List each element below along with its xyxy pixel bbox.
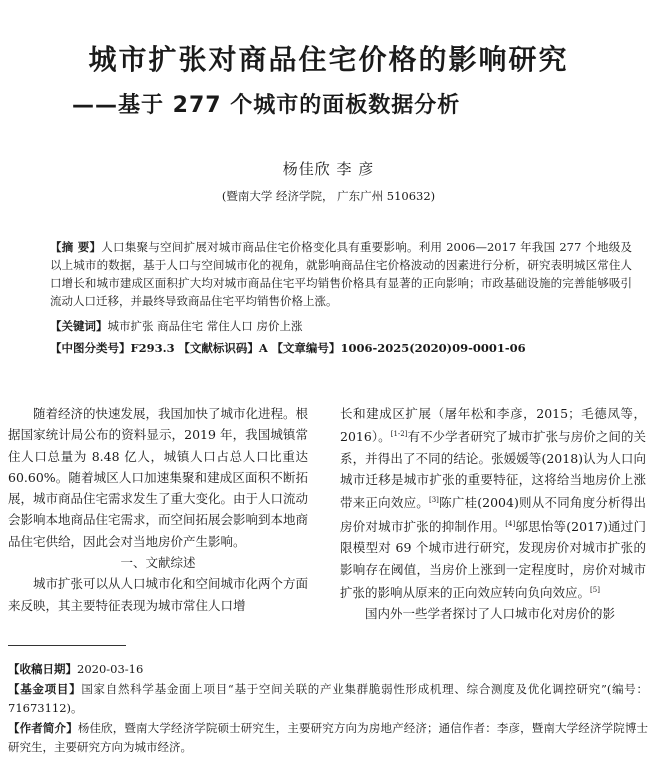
footnote-divider bbox=[8, 645, 126, 646]
literature-paragraph: 城市扩张可以从人口城市化和空间城市化两个方面来反映，其主要特征表现为城市常住人口增 bbox=[8, 576, 309, 613]
body-left-column bbox=[8, 403, 308, 616]
text-segment: 邬思怡等(2017)通过门限模型对 69 个城市进行研究，发现房价对城市扩张的影响存在阈值，当房价上涨到一定程度时，房价对城市扩张的影响从原来的正向效应转向负向效应。 bbox=[340, 518, 646, 600]
abstract-text: 人口集聚与空间扩展对城市商品住宅价格变化具有重要影响。利用 2006—2017 年我国 277 个地级及以上城市的数据，基于人口与空间城市化的视角，就影响商品住宅价格波动的因素进行分析，研究表明城区常住人口增长和城市建成区面积扩大均对城市商品住宅平均销售价格具有显著的正向影响；市政基础设施的完善能够吸引流动人口迁移，并最终导致商品住宅平均销售价格上涨。 bbox=[50, 240, 632, 308]
article-number-value: 1006-2025(2020)09-0001-06 bbox=[340, 341, 526, 355]
population-paragraph: 国内外一些学者探讨了人口城市化对房价的影 bbox=[365, 606, 616, 622]
keywords bbox=[50, 318, 630, 334]
doc-code-value: A bbox=[258, 341, 268, 355]
article-number-label: 【文章编号】 bbox=[271, 341, 341, 355]
section-heading: 一、文献综述 bbox=[120, 555, 196, 571]
intro-paragraph: 随着经济的快速发展，我国加快了城市化进程。根据国家统计局公布的资料显示，2019 年，我国城镇常住人口总量为 8.48 亿人，城镇人口占总人口比重达 60.60%。随着城区人口加速集聚和建成区面积不断拓展，城市商品住宅需求发生了重大变化。由于人口流动会影响本地商品住宅需求，而空间拓展会影响到本地商品住宅供给，因此会对当地房价产生影响。 bbox=[8, 406, 309, 549]
citation-ref: [5] bbox=[590, 585, 600, 594]
text-segment: 有不少学者研究了城市扩张与房价之间的关系，并得出了不同的结论。张媛媛等(2018)认为人口向城市迁移是城市扩张的重要特征，这将给当地房价上涨带来正向效应。 bbox=[340, 429, 646, 511]
fund-project bbox=[8, 680, 648, 719]
author-names: 杨佳欣 李 彦 bbox=[282, 160, 375, 178]
keywords-label: 【关键词】 bbox=[50, 319, 108, 333]
citation-ref: [3] bbox=[429, 496, 439, 505]
citation-ref: [1-2] bbox=[390, 430, 408, 439]
text-segment: 陈广桂(2004)则从不同角度分析得出房价对城市扩张的抑制作用。 bbox=[340, 495, 646, 534]
abstract bbox=[26, 238, 632, 310]
paper-subtitle: ——基于 277 个城市的面板数据分析 bbox=[72, 93, 461, 118]
paper-title: 城市扩张对商品住宅价格的影响研究 bbox=[88, 43, 569, 76]
author-bio-value: 杨佳欣，暨南大学经济学院硕士研究生，主要研究方向为房地产经济；通信作者：李彦，暨南大学经济学院博士研究生，主要研究方向为城市经济。 bbox=[8, 720, 649, 754]
citation-ref: [4] bbox=[505, 519, 516, 528]
author-bio-label: 【作者简介】 bbox=[8, 720, 78, 735]
received-date bbox=[8, 660, 648, 680]
received-value: 2020-03-16 bbox=[77, 662, 144, 676]
author-affiliation: (暨南大学 经济学院， 广东广州 510632) bbox=[221, 189, 436, 203]
footnotes bbox=[8, 660, 648, 758]
doc-code-label: 【文献标识码】 bbox=[178, 341, 259, 355]
text-segment: 长和建成区扩展（屠年松和李彦，2015；毛德凤等，2016）。 bbox=[340, 406, 646, 445]
author-bio bbox=[8, 719, 648, 758]
literature-continued-paragraph bbox=[340, 403, 646, 603]
classification-line bbox=[50, 340, 630, 356]
received-label: 【收稿日期】 bbox=[8, 662, 77, 676]
body-right-column bbox=[340, 403, 646, 625]
abstract-label: 【摘 要】 bbox=[50, 240, 102, 254]
keywords-text: 城市扩张 商品住宅 常住人口 房价上涨 bbox=[107, 319, 303, 333]
clc-value: F293.3 bbox=[130, 341, 175, 355]
fund-label: 【基金项目】 bbox=[8, 681, 82, 696]
clc-label: 【中图分类号】 bbox=[50, 341, 131, 355]
fund-value: 国家自然科学基金面上项目“基于空间关联的产业集群脆弱性形成机理、综合测度及优化调控研究”(编号：71673112)。 bbox=[8, 681, 649, 715]
